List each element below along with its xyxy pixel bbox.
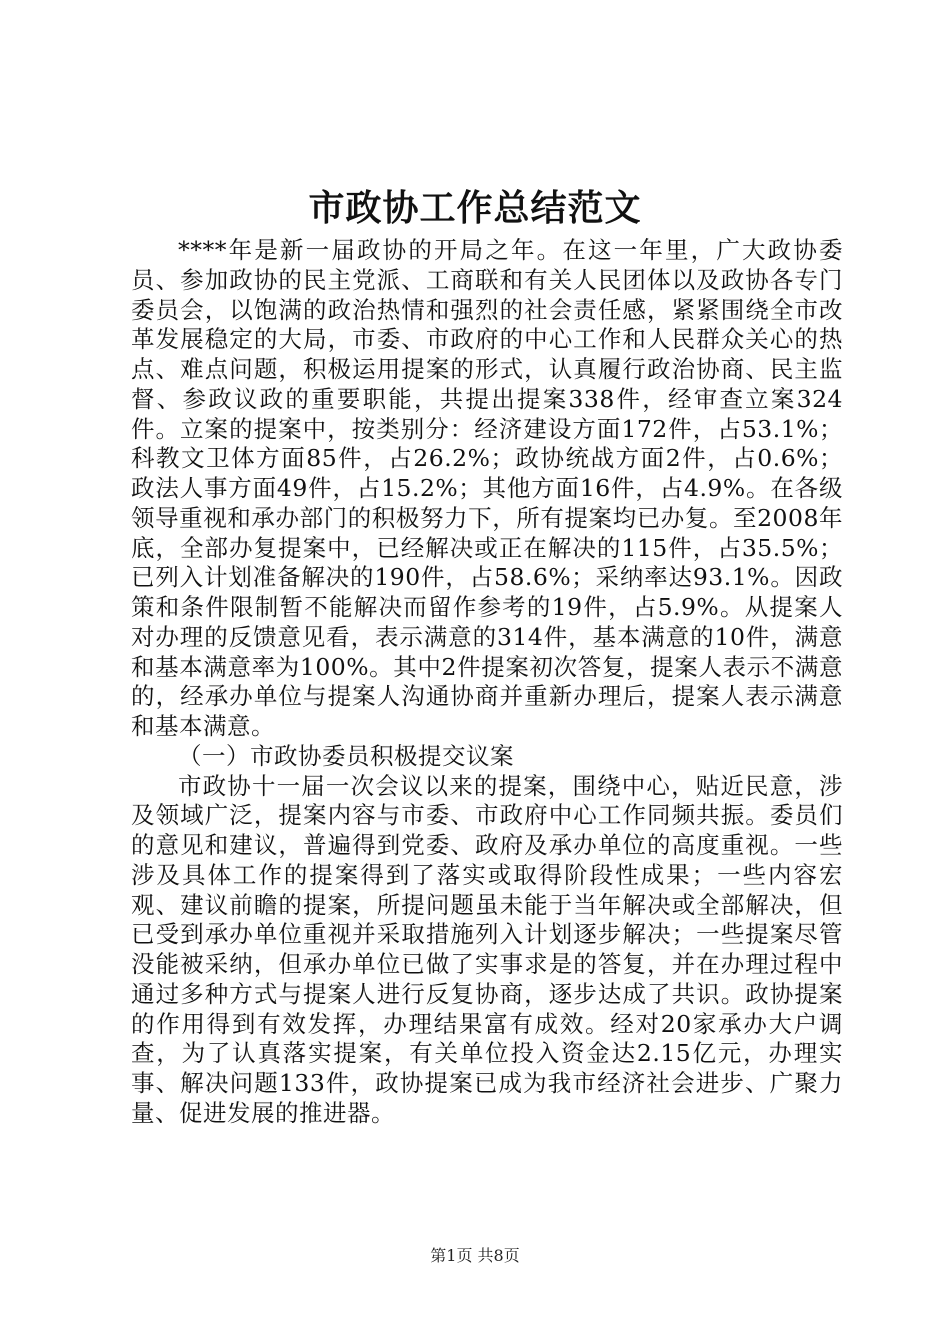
page-number-footer: 第1页 共8页 bbox=[430, 1246, 520, 1265]
document-title: 市政协工作总结范文 bbox=[308, 187, 642, 229]
paragraph-section-one: 市政协十一届一次会议以来的提案，围绕中心，贴近民意，涉及领域广泛，提案内容与市委、市政府中心工作同频共振。委员们的意见和建议，普遍得到党委、政府及承办单位的高度重视。一些涉及具体工作的提案得到了落实或取得阶段性成果；一些内容宏观、建议前瞻的提案，所提问题虽未能于当年解决或全部解决，但已受到承办单位重视并采取措施列入计划逐步解决；一些提案尽管没能被采纳，但承办单位已做了实事求是的答复，并在办理过程中通过多种方式与提案人进行反复协商，逐步达成了共识。政协提案的作用得到有效发挥，办理结果富有成效。经对20家承办大户调查，为了认真落实提案，有关单位投入资金达2.15亿元，办理实事、解决问题133件，政协提案已成为我市经济社会进步、广聚力量、促进发展的推进器。 bbox=[131, 771, 843, 1127]
section-heading: （一）市政协委员积极提交议案 bbox=[178, 741, 514, 770]
document-body bbox=[131, 236, 843, 1129]
paragraph-intro: ****年是新一届政协的开局之年。在这一年里，广大政协委员、参加政协的民主党派、工商联和有关人民团体以及政协各专门委员会，以饱满的政治热情和强烈的社会责任感，紧紧围绕全市改革发展稳定的大局，市委、市政府的中心工作和人民群众关心的热点、难点问题，积极运用提案的形式，认真履行政治协商、民主监督、参政议政的重要职能，共提出提案338件，经审查立案324件。立案的提案中，按类别分：经济建设方面172件，占53.1%；科教文卫体方面85件，占26.2%；政协统战方面2件，占0.6%；政法人事方面49件，占15.2%；其他方面16件，占4.9%。在各级领导重视和承办部门的积极努力下，所有提案均已办复。至2008年底，全部办复提案中，已经解决或正在解决的115件，占35.5%；已列入计划准备解决的190件，占58.6%；采纳率达93.1%。因政策和条件限制暂不能解决而留作参考的19件，占5.9%。从提案人对办理的反馈意见看，表示满意的314件，基本满意的10件，满意和基本满意率为100%。其中2件提案初次答复，提案人表示不满意的，经承办单位与提案人沟通协商并重新办理后，提案人表示满意和基本满意。 bbox=[131, 236, 843, 740]
